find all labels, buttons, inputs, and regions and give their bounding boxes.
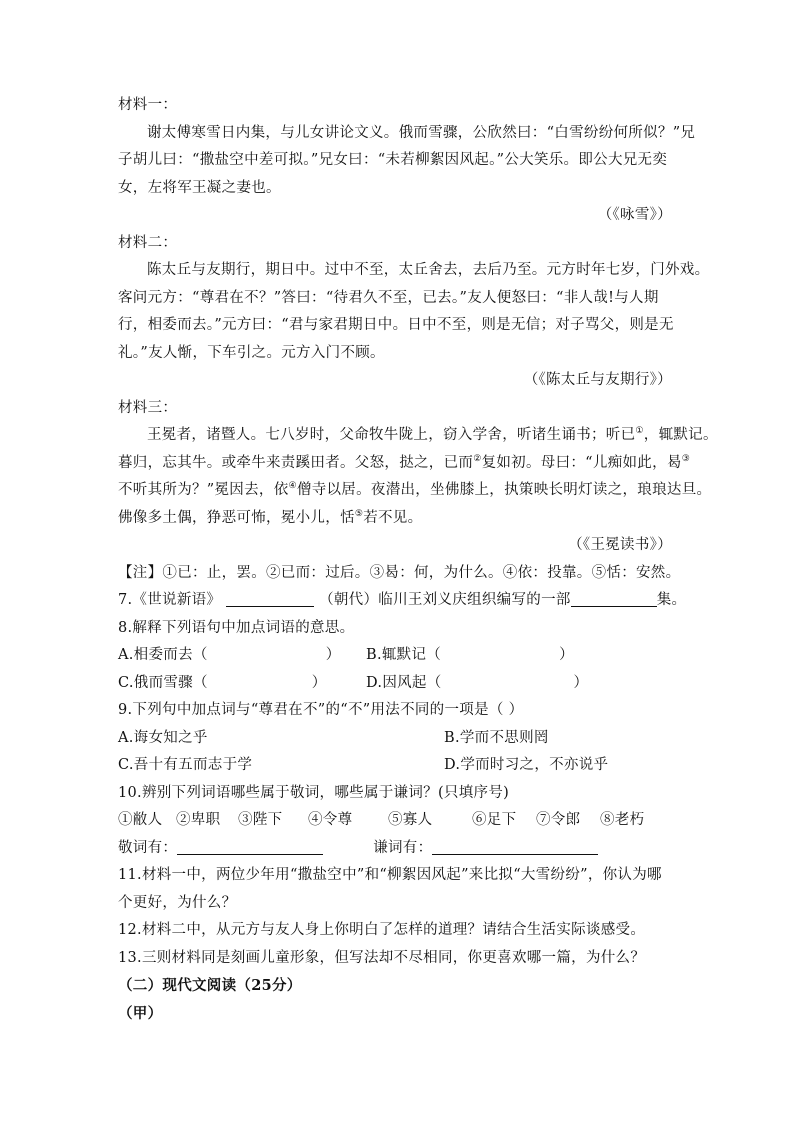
respect-words-blank[interactable] xyxy=(177,838,323,855)
material-2-line-1: 陈太丘与友期行，期日中。过中不至，太丘舍去，去后乃至。元方时年七岁，门外戏。 xyxy=(147,262,710,278)
humble-words-blank[interactable] xyxy=(432,838,598,855)
genre-blank[interactable] xyxy=(571,590,657,607)
question-9-stem: 9.下列句中加点词与“尊君在不”的“不”用法不同的一项是（ ） xyxy=(118,702,524,718)
question-8-stem: 8.解释下列语句中加点词语的意思。 xyxy=(118,619,355,636)
question-7: 7.《世说新语》 （朝代）临川王刘义庆组织编写的一部 集。 xyxy=(118,592,687,608)
material-2-line-3: 行，相委而去。”元方曰：“君与家君期日中。日中不至，则是无信；对子骂父，则是无 xyxy=(118,317,674,333)
material-1-line-3: 女，左将军王凝之妻也。 xyxy=(118,179,281,196)
material-2-label: 材料二： xyxy=(118,234,178,251)
material-1-source: （《咏雪》） xyxy=(597,207,672,223)
annotation-note: 【注】①已：止，罢。②已而：过后。③曷：何，为什么。④依：投靠。⑤恬：安然。 xyxy=(118,564,681,581)
subsection-heading: （甲） xyxy=(118,1004,163,1022)
section-heading: （二）现代文阅读（25分） xyxy=(118,977,302,994)
material-3-label: 材料三： xyxy=(118,399,178,416)
question-10-stem: 10.辨别下列词语哪些属于敬词，哪些属于谦词？(只填序号) xyxy=(118,784,510,801)
question-8-row-2: C.俄而雪骤（ ） D.因风起（ ） xyxy=(118,674,589,691)
exam-page xyxy=(118,92,718,1027)
material-2-line-4: 礼。”友人惭，下车引之。元方入门不顾。 xyxy=(118,344,385,361)
material-3-line-3: 不听其所为？”冕因去，依④僧寺以居。夜潜出，坐佛膝上，执策映长明灯读之，琅琅达旦。 xyxy=(118,481,712,498)
footnote-marker: ③ xyxy=(681,453,691,464)
material-2-line-2: 客问元方：“尊君在不？”答曰：“待君久不至，已去。”友人便怒曰：“非人哉!与人期 xyxy=(118,289,659,306)
question-13: 13.三则材料同是刻画儿童形象，但写法却不尽相同，你更喜欢哪一篇，为什么？ xyxy=(118,949,646,966)
footnote-marker: ① xyxy=(635,426,644,437)
material-3-line-2: 暮归，忘其牛。或牵牛来责蹊田者。父怒，挞之，已而②复如初。母曰：“儿痴如此，曷③ xyxy=(118,453,691,471)
material-3-source: （《王冕读书》） xyxy=(568,537,672,553)
material-3-line-4: 佛像多土偶，狰恶可怖，冕小儿，恬⑤若不见。 xyxy=(118,508,423,526)
question-8-row-1: A.相委而去（ ） B.辄默记（ ） xyxy=(118,647,574,663)
footnote-marker: ⑤ xyxy=(354,508,364,519)
footnote-marker: ② xyxy=(473,453,482,464)
question-10-answers: 敬词有： 谦词有： xyxy=(118,835,678,863)
question-11-line-1: 11.材料一中，两位少年用“撒盐空中”和“柳絮因风起”来比拟“大雪纷纷”，你认为哪 xyxy=(118,867,662,883)
material-3-line-1: 王冕者，诸暨人。七八岁时，父命牧牛陇上，窃入学舍，听诸生诵书；听已①，辄默记。 xyxy=(147,426,718,443)
question-9-row-1: A.诲女知之乎 B.学而不思则罔 xyxy=(118,729,549,746)
dynasty-blank[interactable] xyxy=(226,590,314,607)
material-2-source: （《陈太丘与友期行》） xyxy=(523,372,672,388)
question-11-line-2: 个更好，为什么？ xyxy=(118,894,237,911)
footnote-marker: ④ xyxy=(288,481,297,492)
question-9-row-2: C.吾十有五而志于学 D.学而时习之，不亦说乎 xyxy=(118,757,609,773)
question-10-words: ①敝人 ②卑职 ③陛下 ④令尊 ⑤寡人 ⑥足下 ⑦令郎 ⑧老朽 xyxy=(118,812,645,828)
material-1-line-2: 子胡儿曰：“撒盐空中差可拟。”兄女曰：“未若柳絮因风起。”公大笑乐。即公大兄无奕 xyxy=(118,152,668,168)
material-1-line-1: 谢太傅寒雪日内集，与儿女讲论文义。俄而雪骤，公欣然曰：“白雪纷纷何所似？”兄 xyxy=(147,124,696,141)
question-12: 12.材料二中，从元方与友人身上你明白了怎样的道理？请结合生活实际谈感受。 xyxy=(118,922,646,938)
material-1-label: 材料一： xyxy=(118,97,178,113)
